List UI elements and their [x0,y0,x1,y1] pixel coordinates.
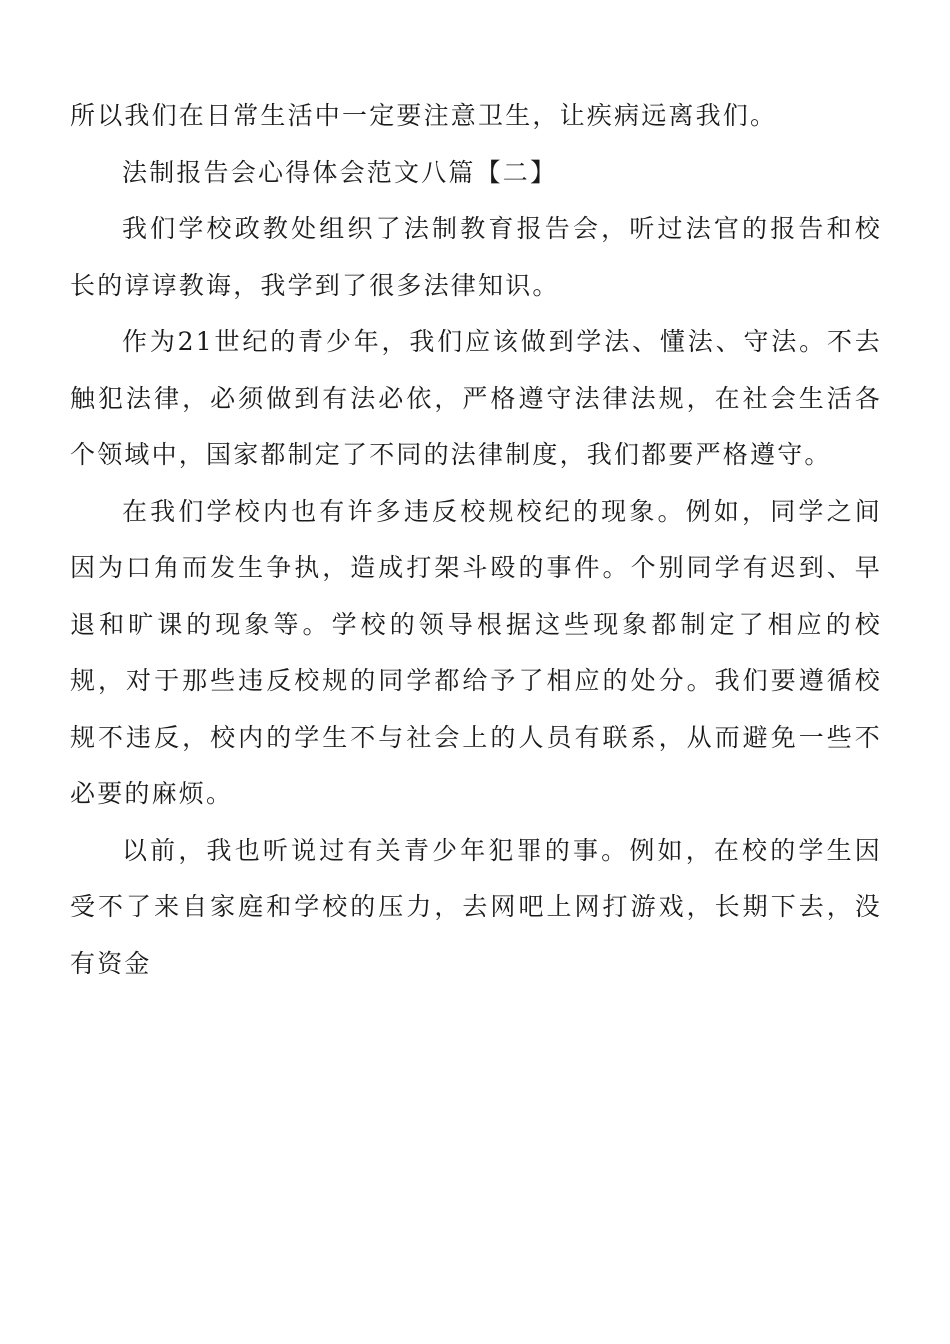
document-body [70,88,882,992]
section-heading: 法制报告会心得体会范文八篇【二】 [122,157,558,187]
paragraph: 我们学校政教处组织了法制教育报告会，听过法官的报告和校长的谆谆教诲，我学到了很多法律知识。 [70,214,882,300]
paragraph: 以前，我也听说过有关青少年犯罪的事。例如，在校的学生因受不了来自家庭和学校的压力，去网吧上网打游戏，长期下去，没有资金 [70,835,882,978]
paragraph: 在我们学校内也有许多违反校规校纪的现象。例如，同学之间因为口角而发生争执，造成打架斗殴的事件。个别同学有迟到、早退和旷课的现象等。学校的领导根据这些现象都制定了相应的校规，对于那些违反校规的同学都给予了相应的处分。我们要遵循校规不违反，校内的学生不与社会上的人员有联系，从而避免一些不必要的麻烦。 [70,496,882,808]
paragraph-continuation: 所以我们在日常生活中一定要注意卫生，让疾病远离我们。 [70,101,778,130]
paragraph: 作为21世纪的青少年，我们应该做到学法、懂法、守法。不去触犯法律，必须做到有法必依，严格遵守法律法规，在社会生活各个领域中，国家都制定了不同的法律制度，我们都要严格遵守。 [70,327,882,469]
